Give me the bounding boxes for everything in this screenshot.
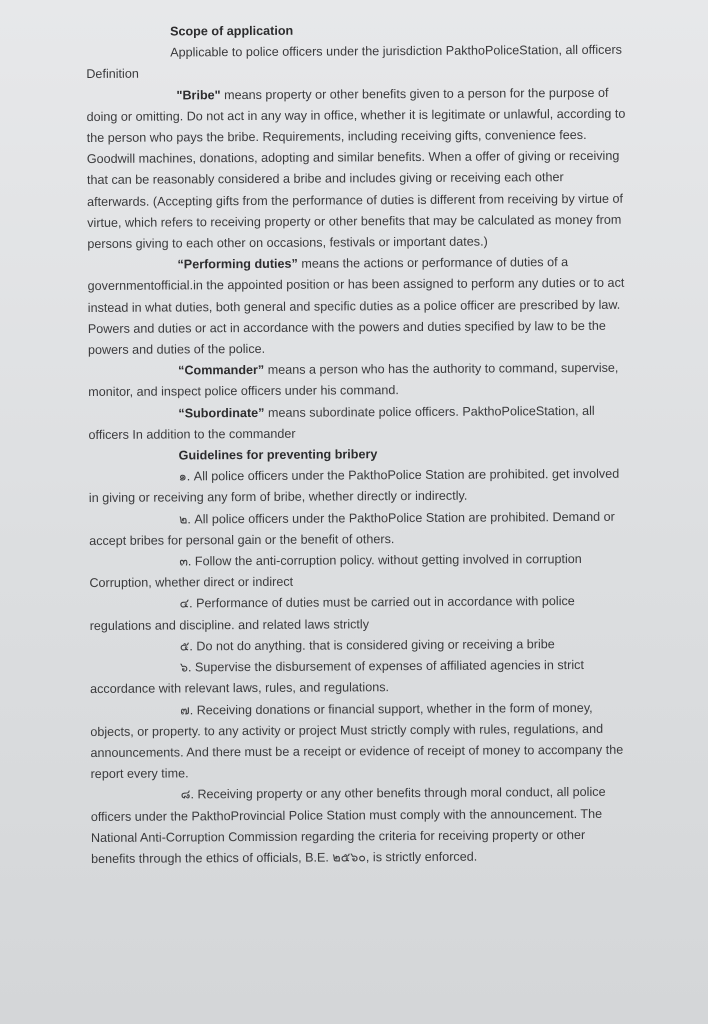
scope-heading: Scope of application — [170, 23, 294, 39]
guideline-item-6: ๖. Supervise the disbursement of expenses of affiliated agencies in strict accordance with relevant laws, rules, and regulations. — [90, 658, 584, 697]
definition-text: means a person who has the authority to command, supervise, monitor, and inspect police officers under his command. — [88, 361, 619, 400]
definition-term: "Bribe" — [176, 87, 221, 103]
definition-commander — [88, 358, 628, 404]
guideline-item-1: ๑. All police officers under the PakthoPolice Station are prohibited. get involved in giving or receiving any form of bribe, whether directly or indirectly. — [88, 467, 620, 506]
guideline-item-7: ๗. Receiving donations or financial support, whether in the form of money, objects, or property. to any activity or project Must strictly comply with rules, regulations, and announcements. And there must be a receipt or evidence of receipt of money to accompany the report every time. — [90, 700, 624, 782]
definition-subordinate — [88, 400, 628, 446]
definition-text: means subordinate police officers. PakthoPoliceStation, all officers In addition to the commander — [88, 403, 595, 442]
definition-term: “Commander” — [178, 363, 265, 378]
guideline-item-2: ๒. All police officers under the PakthoPolice Station are prohibited. Demand or accept bribes for personal gain or the benefit of others. — [89, 509, 615, 548]
guideline-item-8: ๘. Receiving property or any other benefits through moral conduct, all police officers under the PakthoProvincial Police Station must comply with the announcement. The National Anti-Corruption Commission regarding the criteria for receiving property or other benefits through the ethics of officials, B.E. ๒๕๖๐, is strictly enforced. — [90, 785, 606, 866]
definition-performing-duties — [87, 252, 628, 361]
guidelines-heading: Guidelines for preventing bribery — [178, 447, 378, 463]
guideline-item-4: ๔. Performance of duties must be carried out in accordance with police regulations and discipline. and related laws strictly — [89, 594, 575, 633]
definition-text: means property or other benefits given to a person for the purpose of doing or omitting. Do not act in any way in office, whether it is legitimate or unlawful, according to the person who pays the bribe. Requirements, including receiving gifts, convenience fees. Goodwill machines, donations, adopting and similar benefits. When a offer of giving or receiving that can be reasonably considered a bribe and includes giving or receiving each other afterwards. (Accepting gifts from the performance of duties is different from receiving by virtue of virtue, which refers to receiving property or other benefits that may be calculated as money from persons giving to each other on occasions, festivals or important dates.) — [86, 85, 626, 252]
guideline-item-5: ๕. Do not do anything. that is considered giving or receiving a bribe — [179, 637, 555, 654]
definition-term: “Performing duties” — [177, 256, 298, 272]
definition-bribe — [86, 82, 627, 255]
scope-text: Applicable to police officers under the jurisdiction PakthoPoliceStation, all officers Definition — [86, 42, 622, 82]
guideline-item-3: ๓. Follow the anti-corruption policy. without getting involved in corruption Corruption, whether direct or indirect — [89, 552, 582, 591]
definition-text: means the actions or performance of duties of a governmentofficial.in the appointed position or has been assigned to perform any duties or to act instead in what duties, both general and specific duties as a police officer are prescribed by law. Powers and duties or act in accordance with the powers and duties specified by law to be the powers and duties of the police. — [87, 255, 625, 358]
definition-term: “Subordinate” — [178, 405, 265, 421]
document-body — [86, 19, 631, 870]
